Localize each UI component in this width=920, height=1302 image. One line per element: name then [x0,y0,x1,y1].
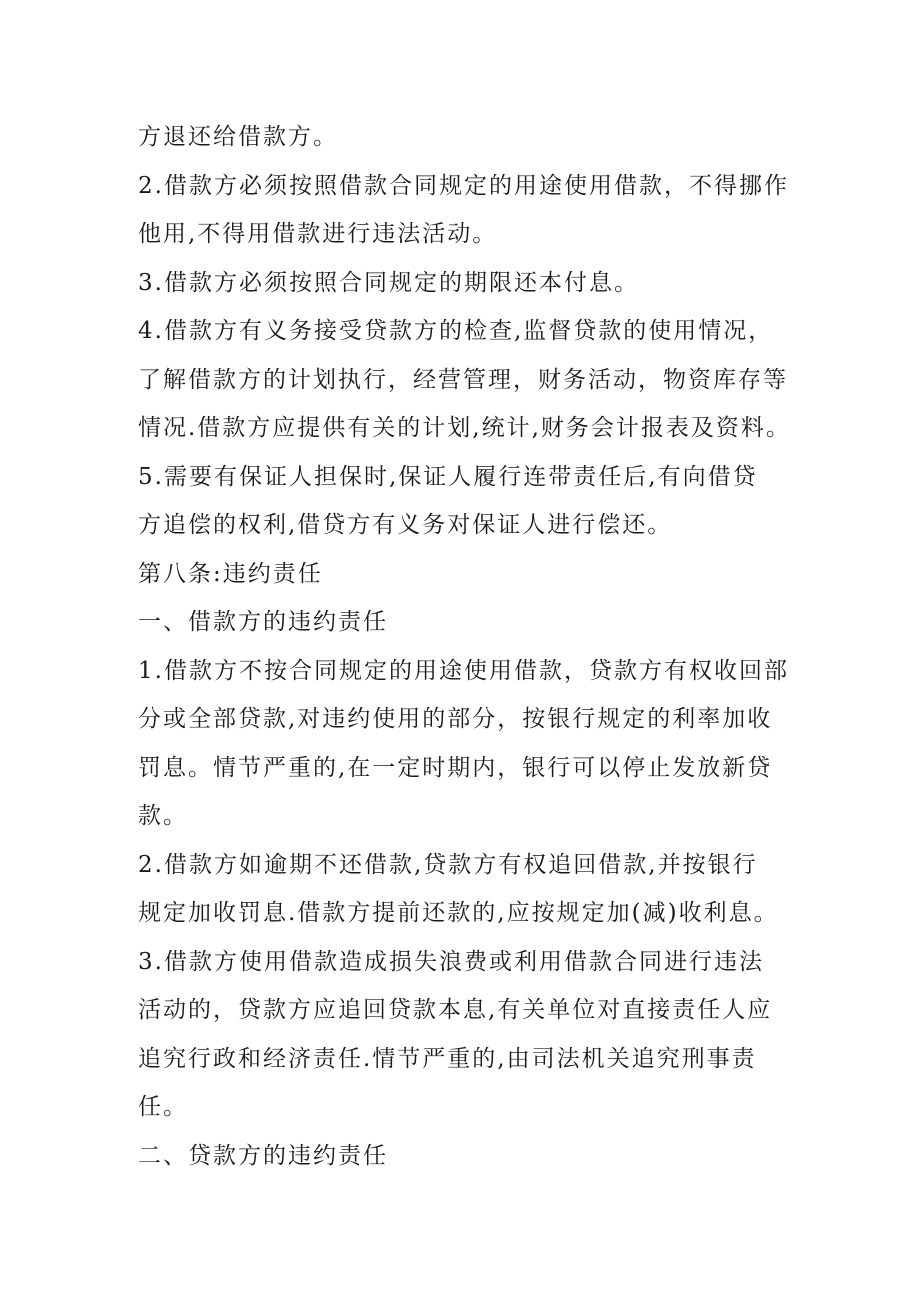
text-line: 5.需要有保证人担保时,保证人履行连带责任后,有向借贷 [138,463,758,490]
text-line: 1.借款方不按合同规定的用途使用借款，贷款方有权收回部 [138,657,789,684]
text-line: 活动的，贷款方应追回贷款本息,有关单位对直接责任人应 [138,997,773,1023]
text-line: 2.借款方如逾期不还借款,贷款方有权追回借款,并按银行 [138,851,758,878]
text-line: 罚息。情节严重的,在一定时期内，银行可以停止发放新贷 [138,754,773,781]
subsection-heading: 一、借款方的违约责任 [138,609,388,635]
text-line: 2.借款方必须按照借款合同规定的用途使用借款，不得挪作 [138,172,789,199]
text-line: 分或全部贷款,对违约使用的部分，按银行规定的利率加收 [138,706,773,732]
document-body [138,113,798,1180]
text-line: 方退还给借款方。 [138,124,338,150]
text-line: 任。 [138,1094,188,1120]
text-line: 追究行政和经济责任.情节严重的,由司法机关追究刑事责 [138,1045,757,1072]
text-line: 方追偿的权利,借贷方有义务对保证人进行偿还。 [138,512,673,538]
text-line: 3.借款方必须按照合同规定的期限还本付息。 [138,269,639,296]
text-line: 款。 [138,803,188,829]
section-heading: 第八条:违约责任 [138,560,323,587]
subsection-heading: 二、贷款方的违约责任 [138,1142,388,1169]
text-line: 规定加收罚息.借款方提前还款的,应按规定加(减)收利息。 [138,900,779,926]
text-line: 4.借款方有义务接受贷款方的检查,监督贷款的使用情况， [138,318,774,344]
text-line: 情况.借款方应提供有关的计划,统计,财务会计报表及资料。 [138,415,791,441]
text-line: 了解借款方的计划执行，经营管理，财务活动，物资库存等 [138,366,788,393]
text-line: 他用,不得用借款进行违法活动。 [138,221,498,247]
text-line: 3.借款方使用借款造成损失浪费或利用借款合同进行违法 [138,948,764,975]
